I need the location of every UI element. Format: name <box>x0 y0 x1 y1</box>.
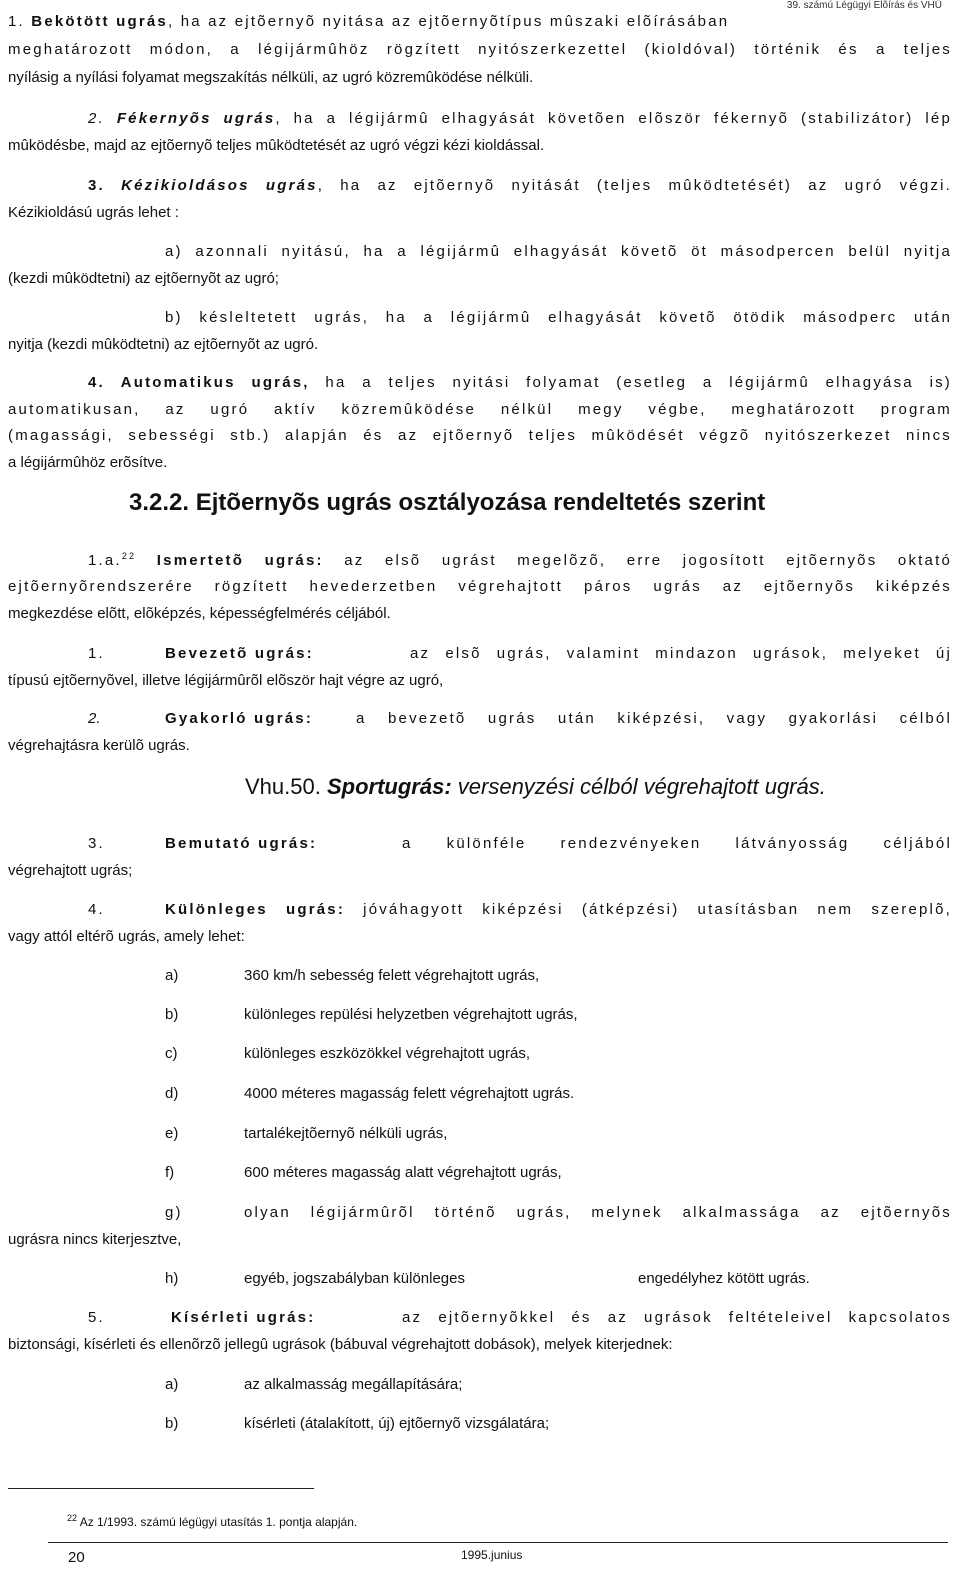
cat-5-line-2: biztonsági, kísérleti és ellenõrzõ jellegû ugrások (bábuval végrehajtott dobások), melyek kiterjednek: <box>8 1336 673 1353</box>
cat-3-term: Bemutató ugrás: <box>165 835 318 852</box>
cat-3-line-1: a különféle rendezvényeken látványosság céljából <box>402 835 952 852</box>
cat-4-line-2: vagy attól eltérõ ugrás, amely lehet: <box>8 928 245 945</box>
cat-3-number: 3. <box>88 835 105 852</box>
para-3-number: 3. <box>88 177 105 194</box>
vhu-50-line: Vhu.50. Sportugrás: versenyzési célból végrehajtott ugrás. <box>245 774 826 799</box>
list-item-label: g) <box>165 1204 183 1221</box>
cat-3-line-2: végrehajtott ugrás; <box>8 862 133 879</box>
para-1-line-3: nyílásig a nyílási folyamat megszakítás nélküli, az ugró közremûködése nélküli. <box>8 69 534 86</box>
cat-5-term: Kísérleti ugrás: <box>171 1309 316 1326</box>
list-item-continuation: ugrásra nincs kiterjesztve, <box>8 1231 182 1248</box>
list-item-text: 600 méteres magasság alatt végrehajtott ugrás, <box>244 1164 562 1181</box>
list-item-text: egyéb, jogszabályban különleges <box>244 1270 465 1287</box>
para-1a-line-2: ejtõernyõrendszerére rögzített hevederzetben végrehajtott páros ugrás az ejtõernyõs kiképzés <box>8 578 952 595</box>
vhu-50-ref: Vhu.50. <box>245 774 321 799</box>
footer-divider <box>48 1542 948 1543</box>
cat-4-line-1: Különleges ugrás: jóváhagyott kiképzési (átképzési) utasításban nem szereplõ, <box>165 901 952 918</box>
list-item-label: a) <box>165 1376 179 1393</box>
para-4-number: 4. <box>88 374 105 391</box>
list-item-text: különleges eszközökkel végrehajtott ugrás, <box>244 1045 530 1062</box>
list-item-label: f) <box>165 1164 175 1181</box>
cat-2-term: Gyakorló ugrás: <box>165 710 314 727</box>
para-3b-line-2: nyitja (kezdi mûködtetni) az ejtõernyõt az ugró. <box>8 336 319 353</box>
list-item-text: olyan légijármûrõl történõ ugrás, melynek alkalmassága az ejtõernyõs <box>244 1204 952 1221</box>
list-item-label: d) <box>165 1085 179 1102</box>
list-item-text: különleges repülési helyzetben végrehajtott ugrás, <box>244 1006 578 1023</box>
para-2-number: 2. <box>88 110 105 127</box>
para-4-line-3: (magassági, sebességi stb.) alapján és az ejtõernyõ teljes mûködését végzõ nyitószerkezet nincs <box>8 427 952 444</box>
para-4-term: Automatikus ugrás, <box>120 374 310 391</box>
list-item-label: b) <box>165 1415 179 1432</box>
running-header: 39. számú Légügyi Elõírás és VHÜ <box>786 0 942 11</box>
list-item-text: tartalékejtõernyõ nélküli ugrás, <box>244 1125 448 1142</box>
para-3a-line-2: (kezdi mûködtetni) az ejtõernyõt az ugró; <box>8 270 279 287</box>
cat-1-number: 1. <box>88 645 105 662</box>
para-4-line-4: a légijármûhöz erõsítve. <box>8 454 168 471</box>
footnote <box>67 1513 357 1529</box>
cat-2-line-1: a bevezetõ ugrás után kiképzési, vagy gyakorlási célból <box>356 710 952 727</box>
cat-5-number: 5. <box>88 1309 105 1326</box>
para-3-line-1: 3. Kézikioldásos ugrás, ha az ejtõernyõ nyitását (teljes mûködtetését) az ugró végzi. <box>88 177 952 194</box>
cat-2-number: 2. <box>88 710 101 727</box>
list-item-label: b) <box>165 1006 179 1023</box>
para-4-line-2: automatikusan, az ugró aktív közremûködése nélkül megy végbe, meghatározott program <box>8 401 952 418</box>
para-1a-number: 1.a. <box>88 552 122 569</box>
cat-2-line-2: végrehajtásra kerülõ ugrás. <box>8 737 190 754</box>
cat-4-term: Különleges ugrás: <box>165 901 346 918</box>
para-1-line-2: meghatározott módon, a légijármûhöz rögzített nyitószerkezettel (kioldóval) történik és a teljes <box>8 41 952 58</box>
page-number: 20 <box>68 1549 85 1566</box>
list-item-text-tail: engedélyhez kötött ugrás. <box>638 1270 810 1287</box>
footnote-number: 22 <box>67 1513 78 1523</box>
section-heading: 3.2.2. Ejtõernyõs ugrás osztályozása rendeltetés szerint <box>129 489 766 516</box>
para-1a-line-3: megkezdése elõtt, elõképzés, képességfelmérés céljából. <box>8 605 391 622</box>
cat-1-line-1: az elsõ ugrás, valamint mindazon ugrások, melyeket új <box>410 645 952 662</box>
list-item-text: kísérleti (átalakított, új) ejtõernyõ vizsgálatára; <box>244 1415 550 1432</box>
para-3b-line-1: b) késleltetett ugrás, ha a légijármû elhagyását követõ ötödik másodperc után <box>165 309 952 326</box>
para-3-line-2: Kézikioldású ugrás lehet : <box>8 204 179 221</box>
para-2-term: Fékernyõs ugrás <box>116 110 276 127</box>
list-item-label: c) <box>165 1045 178 1062</box>
footnote-text: Az 1/1993. számú légügyi utasítás 1. pontja alapján. <box>79 1515 358 1529</box>
para-2-line-2: mûködésbe, majd az ejtõernyõ teljes mûködtetését az ugró végzi kézi kioldással. <box>8 137 545 154</box>
footnote-ref: 22 <box>121 551 137 561</box>
cat-1-line-2: típusú ejtõernyõvel, illetve légijármûrõl elõször hajt végre az ugró, <box>8 672 444 689</box>
footnote-divider <box>8 1488 314 1489</box>
list-item-text: 4000 méteres magasság felett végrehajtott ugrás. <box>244 1085 575 1102</box>
para-3a-line-1: a) azonnali nyitású, ha a légijármû elhagyását követõ öt másodpercen belül nyitja <box>165 243 952 260</box>
para-2-line-1: 2. Fékernyõs ugrás, ha a légijármû elhagyását követõen elõször fékernyõ (stabilizátor) lép <box>88 110 952 127</box>
list-item-text: az alkalmasság megállapítására; <box>244 1376 463 1393</box>
para-1a-line-1: 1.a.$^{22}$ Ismertetõ ugrás: az elsõ ugrást megelõzõ, erre jogosított ejtõernyõs oktató <box>88 551 952 569</box>
vhu-50-term: Sportugrás: <box>326 774 452 799</box>
list-item-label: h) <box>165 1270 179 1287</box>
cat-5-line-1: az ejtõernyõkkel és az ugrások feltételeivel kapcsolatos <box>402 1309 952 1326</box>
list-item-label: a) <box>165 967 179 984</box>
footer-date: 1995.junius <box>461 1548 523 1562</box>
list-item-label: e) <box>165 1125 179 1142</box>
list-item-text: 360 km/h sebesség felett végrehajtott ugrás, <box>244 967 540 984</box>
para-3-term: Kézikioldásos ugrás <box>121 177 318 194</box>
para-4-line-1: 4. Automatikus ugrás, ha a teljes nyitási folyamat (esetleg a légijármû elhagyása is) <box>88 374 952 391</box>
cat-4-number: 4. <box>88 901 105 918</box>
para-1a-term: Ismertetõ ugrás: <box>156 552 324 569</box>
para-1-line-1: 1. Bekötött ugrás, ha az ejtõernyõ nyitása az ejtõernyõtípus mûszaki elõírásában <box>8 13 730 30</box>
para-1-term: Bekötött ugrás <box>31 13 168 30</box>
cat-1-term: Bevezetõ ugrás: <box>165 645 314 662</box>
para-1-number: 1. <box>8 13 25 30</box>
